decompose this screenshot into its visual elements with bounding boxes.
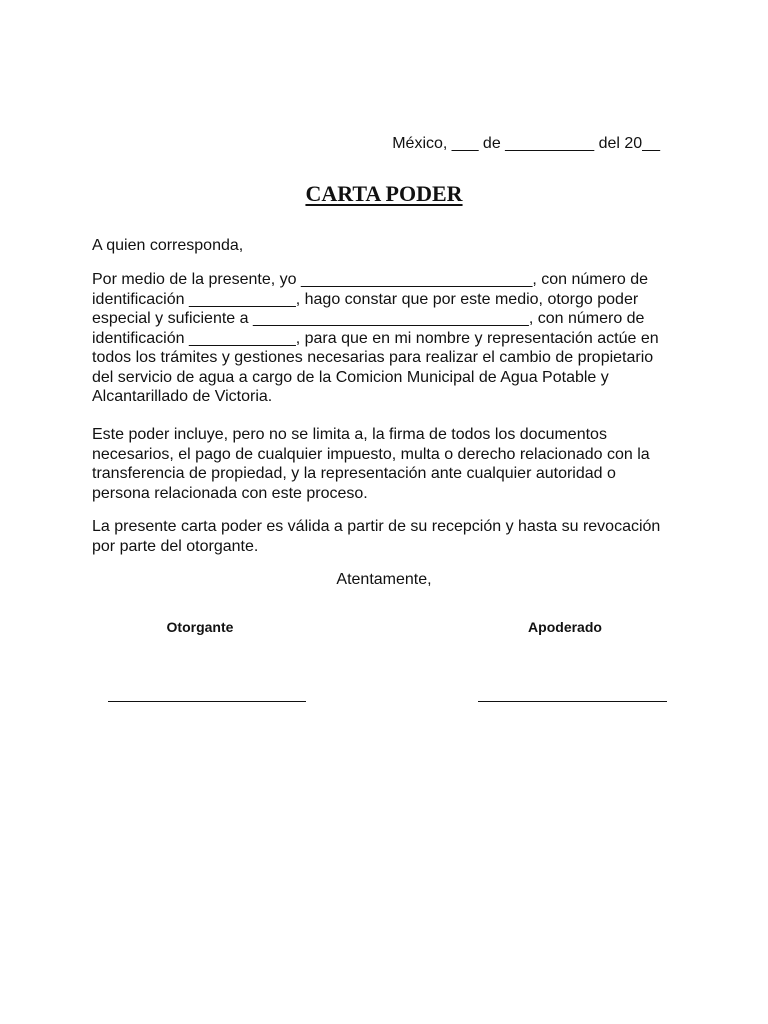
grantor-signature-line	[108, 701, 306, 702]
attorney-label: Apoderado	[528, 619, 602, 635]
paragraph-scope: Este poder incluye, pero no se limita a, la firma de todos los documentos necesarios, el pago de cualquier impuesto, multa o derecho relacionado con la transferencia de propiedad, y la representación ante cualquier autoridad o persona relacionada con este proceso.	[92, 426, 650, 502]
greeting: A quien corresponda,	[92, 237, 244, 254]
closing: Atentamente,	[336, 571, 432, 588]
grantor-label: Otorgante	[166, 619, 234, 635]
paragraph-validity: La presente carta poder es válida a partir de su recepción y hasta su revocación por parte del otorgante.	[92, 518, 661, 555]
attorney-signature-line	[478, 701, 667, 702]
date-line: México, ___ de __________ del 20__	[392, 135, 660, 152]
paragraph-grant-of-power: Por medio de la presente, yo __________________________, con número de identificación ____________, hago constar que por este medio, otorgo poder especial y suficiente a _______________________________, con número de identificación ____________, para que en mi nombre y representación actúe en todos los trámites y gestiones necesarias para realizar el cambio de propietario del servicio de agua a cargo de la Comicion Municipal de Agua Potable y Alcantarillado de Victoria.	[92, 271, 659, 405]
document-title: CARTA PODER	[305, 181, 463, 206]
